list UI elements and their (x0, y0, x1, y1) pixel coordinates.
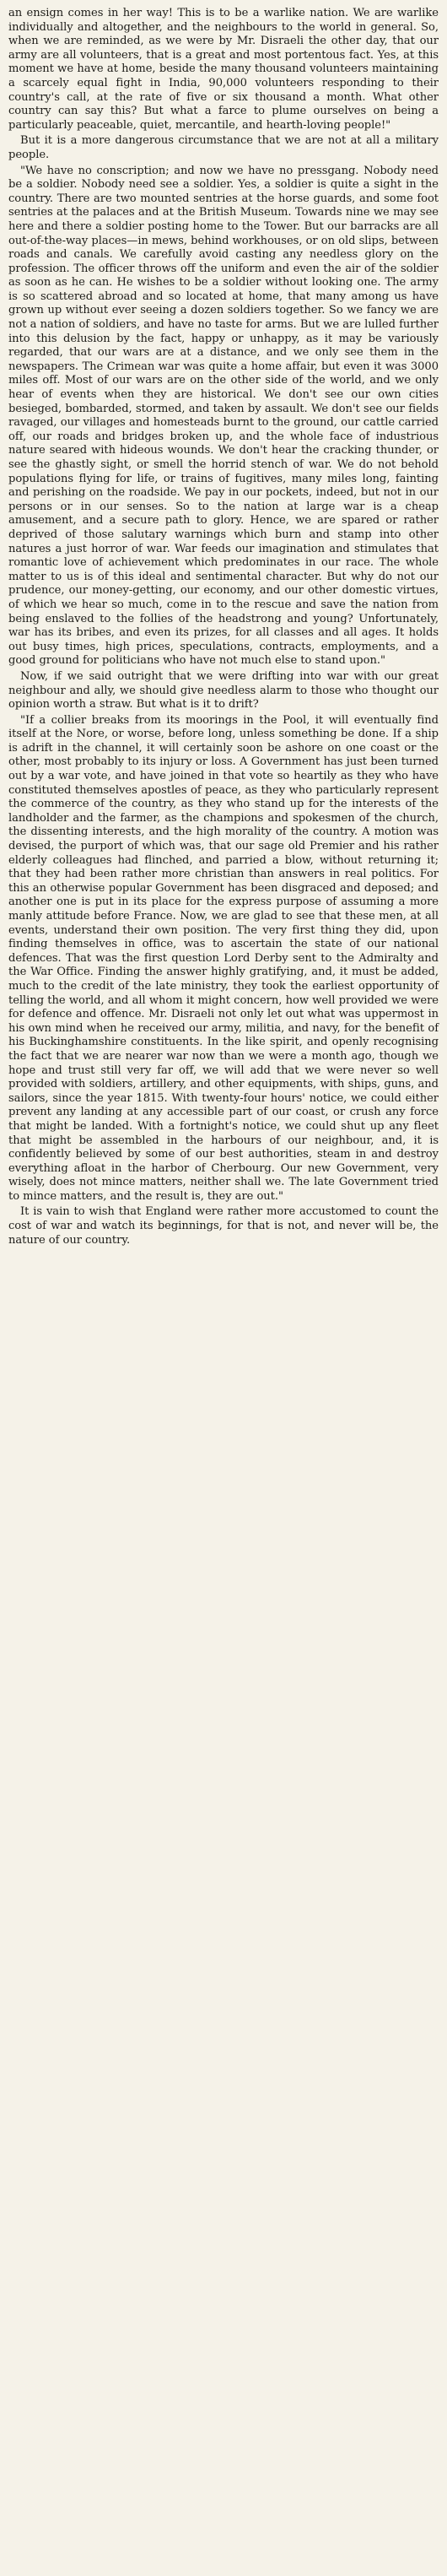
article-paragraph-1: an ensign comes in her way! This is to be a warlike nation. We are warlike individually and altogether, and the neighbours to the world in general. So, when we are reminded, as we were by Mr. Disraeli the other day, that our army are all volunteers, that is a great and most portentous fact. Yes, at this moment we have at home, beside the many thousand volunteers maintaining a scarcely equal fight in India, 90,000 volunteers responding to their country's call, at the rate of five or six thousand a month. What other country can say this? But what a farce to plume ourselves on being a particularly peaceable, quiet, mercantile, and hearth-loving people!" (8, 7, 439, 132)
article-paragraph-6: It is vain to wish that England were rather more accustomed to count the cost of war and watch its beginnings, for that is not, and never will be, the nature of our country. (8, 1205, 439, 1247)
article-paragraph-5: "If a collier breaks from its moorings in the Pool, it will eventually find itself at the Nore, or worse, before long, unless something be done. If a ship is adrift in the channel, it will certainly soon be ashore on one coast or the other, most probably to its injury or loss. A Government has just been turned out by a war vote, and have joined in that vote so heartily as they who have constituted themselves apostles of peace, as they who particularly represent the commerce of the country, as they who stand up for the interests of the landholder and the farmer, as the champions and spokesmen of the church, the dissenting interests, and the high morality of the country. A motion was devised, the purport of which was, that our sage old Premier and his rather elderly colleagues had flinched, and parried a blow, without returning it; that they had been rather more christian than answers in real politics. For this an otherwise popular Government has been disgraced and deposed; and another one is put in its place for the express purpose of assuming a more manly attitude before France. Now, we are glad to see that these men, at all events, understand their own position. The very first thing they did, upon finding themselves in office, was to ascertain the state of our national defences. That was the first question Lord Derby sent to the Admiralty and the War Office. Finding the answer highly gratifying, and, it must be added, much to the credit of the late ministry, they took the earliest opportunity of telling the world, and all whom it might concern, how well provided we were for defence and offence. Mr. Disraeli not only let out what was uppermost in his own mind when he received our army, militia, and navy, for the benefit of his Buckinghamshire constituents. In the like spirit, and openly recognising the fact that we are nearer war now than we were a month ago, though we hope and trust still very far off, we will add that we were never so well provided with soldiers, artillery, and other equipments, with ships, guns, and sailors, since the year 1815. With twenty-four hours' notice, we could either prevent any landing at any accessible part of our coast, or crush any force that might be landed. With a fortnight's notice, we could shut up any fleet that might be assembled in the harbours of our neighbour, and, it is confidently believed by some of our best authorities, steam in and destroy everything afloat in the harbor of Cherbourg. Our new Government, very wisely, does not mince matters, neither shall we. The late Government tried to mince matters, and the result is, they are out." (8, 713, 439, 1203)
article-paragraph-2: But it is a more dangerous circumstance that we are not at all a military people. (8, 134, 439, 161)
article-column (8, 0, 439, 1254)
article-paragraph-4: Now, if we said outright that we were drifting into war with our great neighbour and ally, we should give needless alarm to those who thought our opinion worth a straw. But what is it to drift? (8, 669, 439, 712)
article-paragraph-3: "We have no conscription; and now we have no pressgang. Nobody need be a soldier. Nobody need see a soldier. Yes, a soldier is quite a sight in the country. There are two mounted sentries at the horse guards, and some foot sentries at the palaces and at the British Museum. Towards nine we may see here and there a soldier posting home to the Tower. But our barracks are all out-of-the-way places—in mews, behind workhouses, or on old slips, between roads and canals. We carefully avoid casting any needless glory on the profession. The officer throws off the uniform and even the air of the soldier as soon as he can. He wishes to be a soldier without looking one. The army is so scattered abroad and so located at home, that many among us have grown up without ever seeing a dozen soldiers together. So we fancy we are not a nation of soldiers, and have no taste for arms. But we are lulled further into this delusion by the fact, happy or unhappy, as it may be variously regarded, that our wars are at a distance, and we only see them in the newspapers. The Crimean war was quite a home affair, but even it was 3000 miles off. Most of our wars are on the other side of the world, and we only hear of events when they are historical. We don't see our own cities besieged, bombarded, stormed, and taken by assault. We don't see our fields ravaged, our villages and homesteads burnt to the ground, our cattle carried off, our roads and bridges broken up, and the whole face of industrious nature seared with hideous wounds. We don't hear the cracking thunder, or see the ghastly sight, or smell the horrid stench of war. We do not behold populations flying for life, or trains of fugitives, many miles long, fainting and perishing on the roadside. We pay in our pockets, indeed, but not in our persons or in our senses. So to the nation at large war is a cheap amusement, and a secure path to glory. Hence, we are spared or rather deprived of those salutary warnings which burn and stamp into other natures a just horror of war. War feeds our imagination and stimulates that romantic love of achievement which predominates in our race. The whole matter to us is of this ideal and sentimental character. But why do not our prudence, our money-getting, our economy, and our other domestic virtues, of which we hear so much, come in to the rescue and save the nation from being enslaved to the follies of the headstrong and young? Unfortunately, war has its bribes, and even its prizes, for all classes and all ages. It holds out busy times, high prices, speculations, contracts, employments, and a good ground for politicians who have not much else to stand upon." (8, 164, 439, 668)
